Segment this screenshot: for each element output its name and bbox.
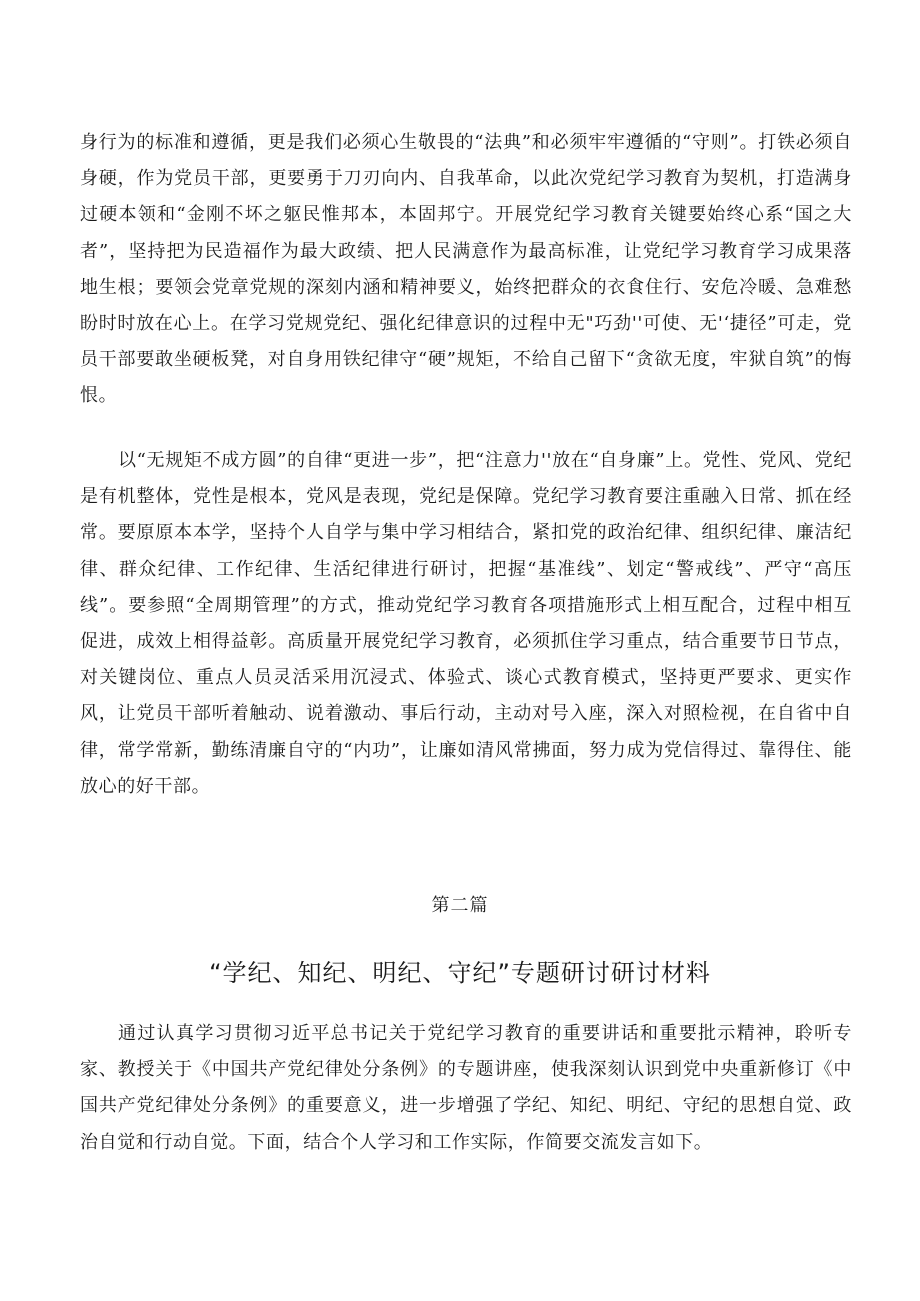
section-label: 第二篇 (431, 895, 489, 916)
body-paragraph-1: 身行为的标准和遵循，更是我们必须心生敬畏的“法典”和必须牢牢遵循的“守则”。打铁必须自身硬，作为党员干部，更要勇于刀刃向内、自我革命，以此次党纪学习教育为契机，打造满身过硬本领和“金刚不坏之躯民惟邦本，本固邦宁。开展党纪学习教育关键要始终心系“国之大者”，坚持把为民造福作为最大政绩、把人民满意作为最高标准，让党纪学习教育学习成果落地生根；要领会党章党规的深刻内涵和精神要义，始终把群众的衣食住行、安危冷暖、急难愁盼时时放在心上。在学习党规党纪、强化纪律意识的过程中无"巧劲''可使、无'‘捷径”可走，党员干部要敢坐硬板凳，对自身用铁纪律守“硬”规矩，不给自己留下“贪欲无度，牢狱自筑”的悔恨。 (80, 132, 852, 407)
body-paragraph-2: 以“无规矩不成方圆”的自律“更进一步”，把“注意力''放在“自身廉”上。党性、党风、党纪是有机整体，党性是根本，党风是表现，党纪是保障。党纪学习教育要注重融入日常、抓在经常。要原原本本学，坚持个人自学与集中学习相结合，紧扣党的政治纪律、组织纪律、廉洁纪律、群众纪律、工作纪律、生活纪律进行研讨，把握“基准线”、划定“警戒线”、严守“高压线”。要参照“全周期管理”的方式，推动党纪学习教育各项措施形式上相互配合，过程中相互促进，成效上相得益彰。高质量开展党纪学习教育，必须抓住学习重点，结合重要节日节点，对关键岗位、重点人员灵活采用沉浸式、体验式、谈心式教育模式，坚持更严要求、更实作风，让党员干部听着触动、说着激动、事后行动，主动对号入座，深入对照检视，在自省中自律，常学常新，勤练清廉自守的“内功”，让廉如清风常拂面，努力成为党信得过、靠得住、能放心的好干部。 (80, 450, 852, 797)
section-title: “学纪、知纪、明纪、守纪”专题研讨研讨材料 (209, 959, 711, 987)
body-paragraph-3: 通过认真学习贯彻习近平总书记关于党纪学习教育的重要讲话和重要批示精神，聆听专家、教授关于《中国共产党纪律处分条例》的专题讲座，使我深刻认识到党中央重新修订《中国共产党纪律处分条例》的重要意义，进一步增强了学纪、知纪、明纪、守纪的思想自觉、政治自觉和行动自觉。下面，结合个人学习和工作实际，作简要交流发言如下。 (80, 1023, 852, 1153)
